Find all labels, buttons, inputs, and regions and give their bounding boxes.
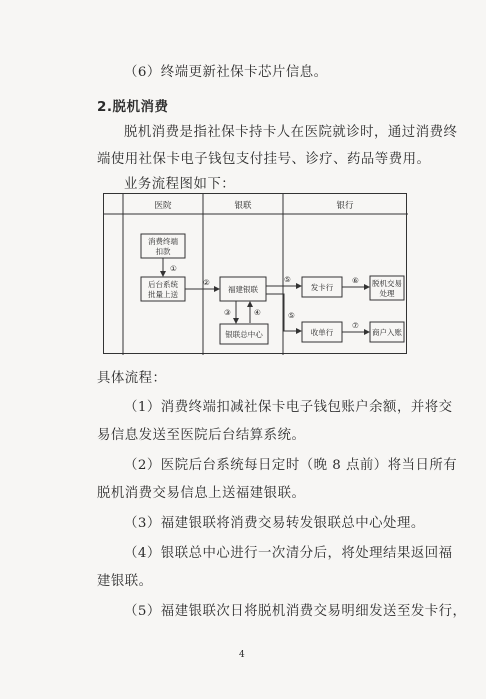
step-line: （4）银联总中心进行一次清分后，将处理结果返回福 [124, 546, 453, 561]
step-6-text: （6）终端更新社保卡芯片信息。 [124, 65, 328, 80]
step-marker-5: ⑤ [284, 275, 291, 284]
flow-diagram-svg [104, 194, 408, 355]
node-terminal-label: 消费终端 [148, 237, 178, 246]
flow-intro: 业务流程图如下： [124, 177, 236, 192]
step-line: （2）医院后台系统每日定时（晚 8 点前）将当日所有 [124, 458, 458, 473]
step-line: 易信息发送至医院后台结算系统。 [97, 428, 306, 443]
node-issuer-label: 发卡行 [310, 283, 334, 292]
node-terminal-label: 扣款 [155, 247, 171, 256]
process-intro: 具体流程： [97, 371, 167, 386]
step-line: （3）福建银联将消费交易转发银联总中心处理。 [124, 516, 425, 531]
node-backend-label: 批量上送 [148, 290, 178, 299]
node-fujian-label: 福建银联 [228, 285, 258, 294]
step-marker-2: ② [203, 278, 210, 287]
page-number: 4 [239, 650, 245, 660]
col-bank: 银行 [336, 201, 354, 211]
step-line: （1）消费终端扣减社保卡电子钱包账户余额，并将交 [124, 400, 453, 415]
node-merchant-label: 商户入账 [372, 328, 402, 337]
step-marker-4: ④ [254, 308, 261, 317]
step-line: （5）福建银联次日将脱机消费交易明细发送至发卡行， [124, 604, 467, 619]
step-line: 建银联。 [97, 574, 153, 589]
step-line: 脱机消费交易信息上送福建银联。 [97, 486, 306, 501]
node-center-label: 银联总中心 [225, 330, 263, 339]
step-marker-1: ① [170, 264, 177, 273]
step-marker-7: ⑦ [352, 321, 359, 330]
step-marker-6: ⑥ [352, 276, 359, 285]
section-heading: 2.脱机消费 [97, 99, 169, 115]
node-offline-label: 脱机交易 [372, 279, 402, 288]
col-unionpay: 银联 [234, 201, 252, 211]
node-offline-label: 处理 [379, 289, 395, 298]
col-hospital: 医院 [154, 201, 172, 211]
node-acquirer-label: 收单行 [310, 328, 334, 337]
node-backend-label: 后台系统 [148, 280, 178, 289]
flow-diagram [103, 193, 407, 354]
arrow-5-acquirer [266, 294, 301, 331]
step-marker-3: ③ [224, 308, 231, 317]
paragraph-line: 端使用社保卡电子钱包支付挂号、诊疗、药品等费用。 [97, 152, 431, 167]
step-marker-5: ⑤ [288, 311, 295, 320]
paragraph-line: 脱机消费是指社保卡持卡人在医院就诊时，通过消费终 [124, 125, 458, 140]
